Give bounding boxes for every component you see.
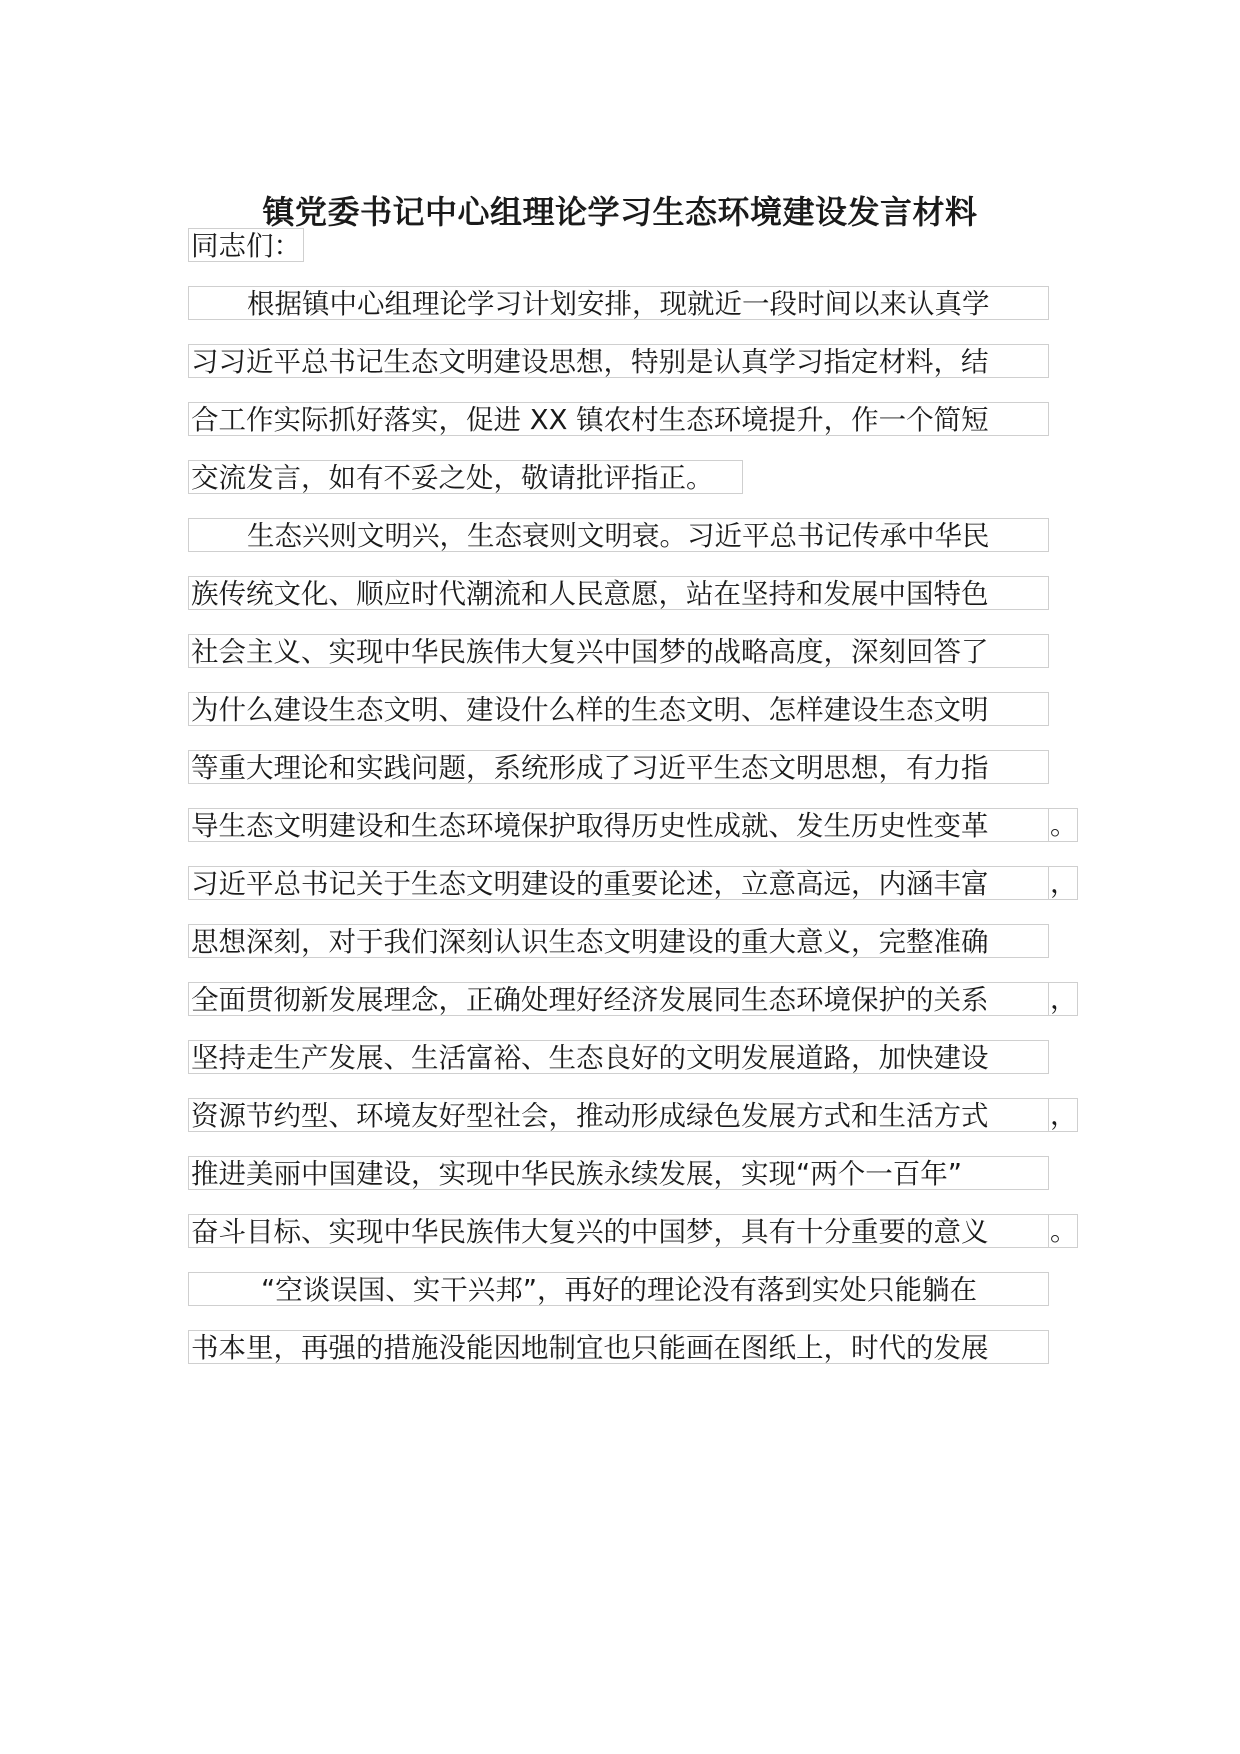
paragraph-2-line-2: 族传统文化、顺应时代潮流和人民意愿，站在坚持和发展中国特色 xyxy=(188,576,1049,610)
paragraph-1-line-4: 交流发言，如有不妥之处，敬请批评指正。 xyxy=(188,460,743,494)
line-overflow-punctuation: 。 xyxy=(1050,1215,1078,1247)
paragraph-1-line-1: 根据镇中心组理论学习计划安排，现就近一段时间以来认真学 xyxy=(188,286,1049,320)
paragraph-2-line-8: 思想深刻，对于我们深刻认识生态文明建设的重大意义，完整准确 xyxy=(188,924,1049,958)
paragraph-2-line-7: 习近平总书记关于生态文明建设的重要论述，立意高远，内涵丰富 xyxy=(188,866,1049,900)
paragraph-2-line-9: 全面贯彻新发展理念，正确处理好经济发展同生态环境保护的关系 xyxy=(188,982,1049,1016)
document-title: 镇党委书记中心组理论学习生态环境建设发言材料 xyxy=(262,193,978,231)
paragraph-2-line-3: 社会主义、实现中华民族伟大复兴中国梦的战略高度，深刻回答了 xyxy=(188,634,1049,668)
paragraph-2-line-4: 为什么建设生态文明、建设什么样的生态文明、怎样建设生态文明 xyxy=(188,692,1049,726)
paragraph-2-line-1: 生态兴则文明兴，生态衰则文明衰。习近平总书记传承中华民 xyxy=(188,518,1049,552)
paragraph-2-line-10: 坚持走生产发展、生活富裕、生态良好的文明发展道路，加快建设 xyxy=(188,1040,1049,1074)
paragraph-3-line-1: “空谈误国、实干兴邦”，再好的理论没有落到实处只能躺在 xyxy=(188,1272,1049,1306)
paragraph-2-line-12: 推进美丽中国建设，实现中华民族永续发展，实现“两个一百年” xyxy=(188,1156,1049,1190)
line-overflow-punctuation: ， xyxy=(1050,867,1078,899)
paragraph-1-line-3: 合工作实际抓好落实，促进 XX 镇农村生态环境提升，作一个简短 xyxy=(188,402,1049,436)
paragraph-2-line-5: 等重大理论和实践问题，系统形成了习近平生态文明思想，有力指 xyxy=(188,750,1049,784)
paragraph-3-line-2: 书本里，再强的措施没能因地制宜也只能画在图纸上，时代的发展 xyxy=(188,1330,1049,1364)
paragraph-1-line-2: 习习近平总书记生态文明建设思想，特别是认真学习指定材料，结 xyxy=(188,344,1049,378)
line-overflow-punctuation: ， xyxy=(1050,1099,1078,1131)
line-overflow-punctuation: 。 xyxy=(1050,809,1078,841)
salutation: 同志们： xyxy=(188,228,304,262)
paragraph-2-line-6: 导生态文明建设和生态环境保护取得历史性成就、发生历史性变革 xyxy=(188,808,1049,842)
paragraph-2-line-11: 资源节约型、环境友好型社会，推动形成绿色发展方式和生活方式 xyxy=(188,1098,1049,1132)
line-overflow-punctuation: ， xyxy=(1050,983,1078,1015)
paragraph-2-line-13: 奋斗目标、实现中华民族伟大复兴的中国梦，具有十分重要的意义 xyxy=(188,1214,1049,1248)
